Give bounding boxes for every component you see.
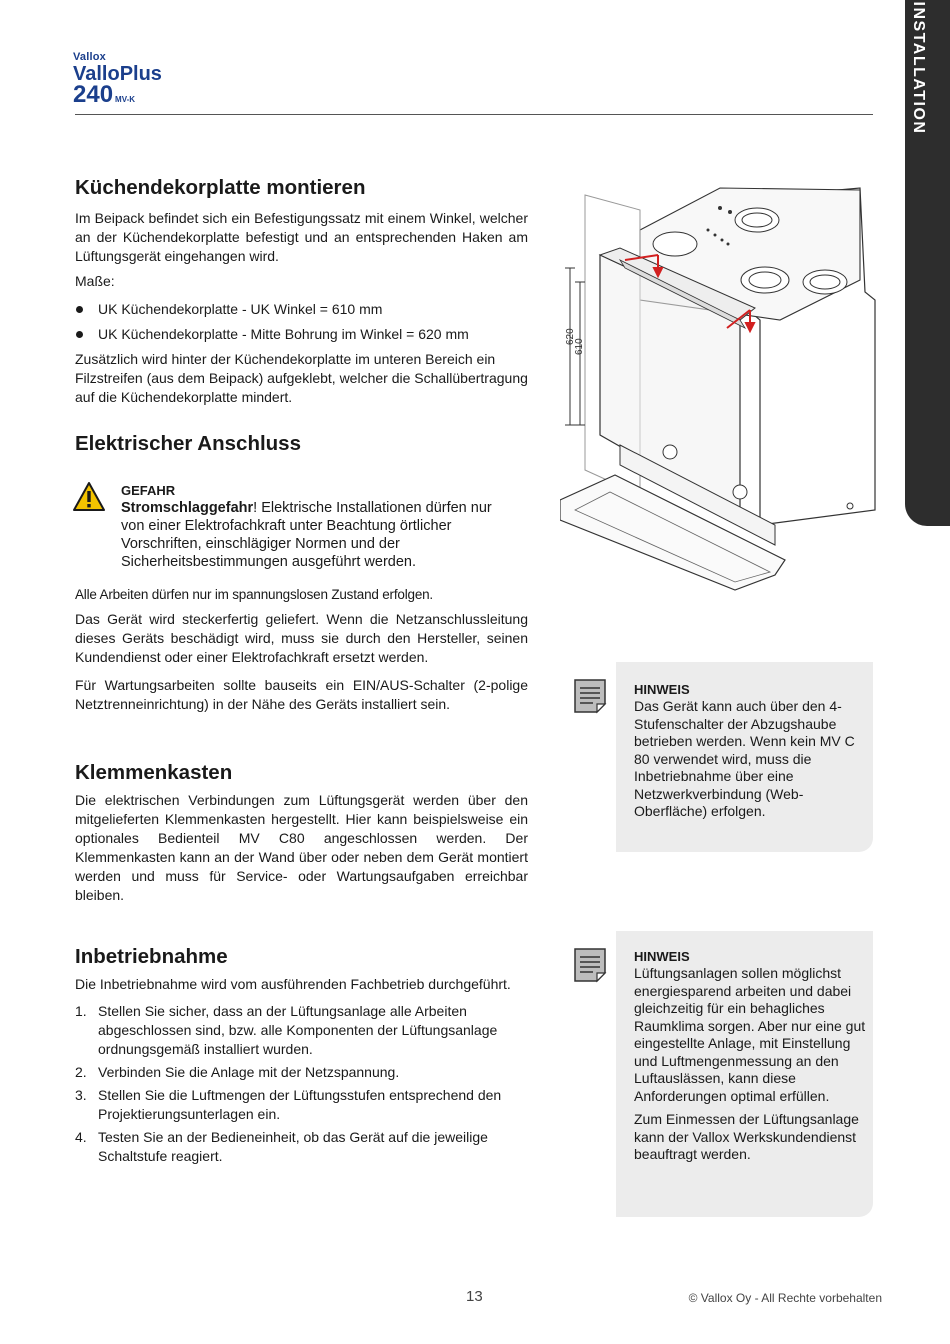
note-text: Zum Einmessen der Lüftungsanlage kann der Vallox Werkskundendienst beauftragt werden. xyxy=(634,1111,859,1162)
panel-knob xyxy=(663,445,677,459)
section-title: Küchendekorplatte montieren xyxy=(75,176,366,199)
section-title: Inbetriebnahme xyxy=(75,945,228,968)
note-icon xyxy=(573,678,607,714)
step-text: Verbinden Sie die Anlage mit der Netzspannung. xyxy=(98,1064,400,1080)
section-elektrischer-anschluss xyxy=(75,432,528,456)
step-text: Stellen Sie sicher, dass an der Lüftungsanlage alle Arbeiten abgeschlossen sind, bzw. alle Komponenten der Lüftungsanlage ordnungsgemäß installiert wurden. xyxy=(98,1003,498,1057)
chapter-tab-label: INSTALLATION xyxy=(910,1,927,135)
section-kuechendekorplatte xyxy=(75,176,528,407)
note-text: Das Gerät kann auch über den 4-Stufenschalter der Abzugshaube betrieben werden. Wenn kein MV C 80 verwendet wird, muss die Inbetriebnahme über eine Netzwerkverbindung (Web-Oberfläche) erfolgen. xyxy=(634,698,855,819)
note-title: HINWEIS xyxy=(634,949,690,964)
list-item xyxy=(75,1002,528,1059)
page-number: 13 xyxy=(466,1288,483,1305)
list-item: UK Küchendekorplatte - Mitte Bohrung im Winkel = 620 mm xyxy=(75,325,528,344)
steps-list xyxy=(75,1002,528,1166)
paragraph: Die Inbetriebnahme wird vom ausführenden Fachbetrieb durchgeführt. xyxy=(75,976,511,992)
installation-diagram xyxy=(560,180,890,610)
hinweis-box-2 xyxy=(616,931,873,1217)
dimension-610: 610 xyxy=(574,338,585,355)
step-text: Testen Sie an der Bedieneinheit, ob das Gerät auf die jeweilige Schaltstufe reagiert. xyxy=(98,1129,488,1164)
paragraph: Das Gerät wird steckerfertig geliefert. Wenn die Netzanschlussleitung dieses Geräts beschädigt wird, muss sie durch den Hersteller, seinen Kundendienst oder einer Elektrofachkraft ersetzt werden. xyxy=(75,611,528,665)
header-divider xyxy=(75,114,873,115)
step-number: 1. xyxy=(75,1003,87,1019)
screw xyxy=(847,503,853,509)
note-text: Lüftungsanlagen sollen möglichst energiesparend arbeiten und dabei gleichzeitig für ein behagliches Raumklima sorgen. Aber nur eine gut eingestellte Anlage, mit Einstellung und Luftmengenmessung an den Luftauslässen, kann diese Anforderungen optimal erfüllen. xyxy=(634,965,866,1104)
logo-model xyxy=(73,83,162,107)
section-klemmenkasten xyxy=(75,761,528,905)
section-title: Klemmenkasten xyxy=(75,761,233,784)
logo-model-suffix: MV-K xyxy=(115,95,136,104)
step-number: 2. xyxy=(75,1064,87,1080)
duct-inner xyxy=(749,272,781,288)
list-item xyxy=(75,1063,528,1082)
section-title: Elektrischer Anschluss xyxy=(75,432,301,455)
panel-knob xyxy=(733,485,747,499)
chapter-tab xyxy=(905,0,950,526)
danger-title: GEFAHR xyxy=(121,483,176,498)
logo-product: ValloPlus xyxy=(73,63,162,85)
measures-label: Maße: xyxy=(75,273,115,289)
note-icon xyxy=(573,947,607,983)
paragraph: Die elektrischen Verbindungen zum Lüftungsgerät werden über den mitgelieferten Klemmenkasten hergestellt. Hier kann beispielsweise ein optionales Bedienteil MV C80 angeschlossen werden. Der Klemmenkasten kann an der Wand über oder neben dem Gerät montiert werden und muss für Service- oder Wartungsaufgaben erreichbar bleiben. xyxy=(75,792,528,903)
danger-body: ! Elektrische Installationen dürfen nur von einer Elektrofachkraft unter Beachtung örtlicher Vorschriften, einschlägiger Normen und der Sicherheitsbestimmungen ausgeführt werden. xyxy=(121,500,492,570)
danger-text xyxy=(121,499,506,571)
step-number: 3. xyxy=(75,1087,87,1103)
duct-opening xyxy=(653,232,697,256)
step-number: 4. xyxy=(75,1129,87,1145)
danger-notice xyxy=(121,483,506,571)
list-item xyxy=(75,1086,528,1124)
copyright: © Vallox Oy - All Rechte vorbehalten xyxy=(688,1291,882,1305)
section-elektrischer-anschluss-body xyxy=(75,585,528,714)
note-title: HINWEIS xyxy=(634,682,690,697)
paragraph: Alle Arbeiten dürfen nur im spannungslosen Zustand erfolgen. xyxy=(75,587,433,602)
warning-icon xyxy=(72,481,106,512)
duct-inner xyxy=(810,275,840,289)
list-item: UK Küchendekorplatte - UK Winkel = 610 mm xyxy=(75,300,528,319)
danger-bold: Stromschlaggefahr xyxy=(121,500,254,516)
vallox-logo xyxy=(73,52,162,107)
duct-inner xyxy=(742,213,772,227)
felt-strip-text: Zusätzlich wird hinter der Küchendekorplatte im unteren Bereich ein Filzstreifen (aus dem Beipack) aufgeklebt, welcher die Schallübertragung auf die Küchendekorplatte mindert. xyxy=(75,351,528,405)
hinweis-box-1 xyxy=(616,662,873,852)
step-text: Stellen Sie die Luftmengen der Lüftungsstufen entsprechend den Projektierungsunterlagen ein. xyxy=(98,1087,502,1122)
paragraph: Für Wartungsarbeiten sollte bauseits ein EIN/AUS-Schalter (2-polige Netztrenneinrichtung) in der Nähe des Geräts installiert sein. xyxy=(75,677,528,712)
dimension-620: 620 xyxy=(565,328,576,345)
logo-model-number: 240 xyxy=(73,81,114,108)
section-inbetriebnahme xyxy=(75,945,528,1170)
section-intro: Im Beipack befindet sich ein Befestigungssatz mit einem Winkel, welcher an der Küchendekorplatte befestigt und an entsprechenden Haken am Lüftungsgerät eingehangen wird. xyxy=(75,210,528,264)
measures-list xyxy=(75,300,528,344)
logo-brand: Vallox xyxy=(73,51,106,63)
list-item xyxy=(75,1128,528,1166)
